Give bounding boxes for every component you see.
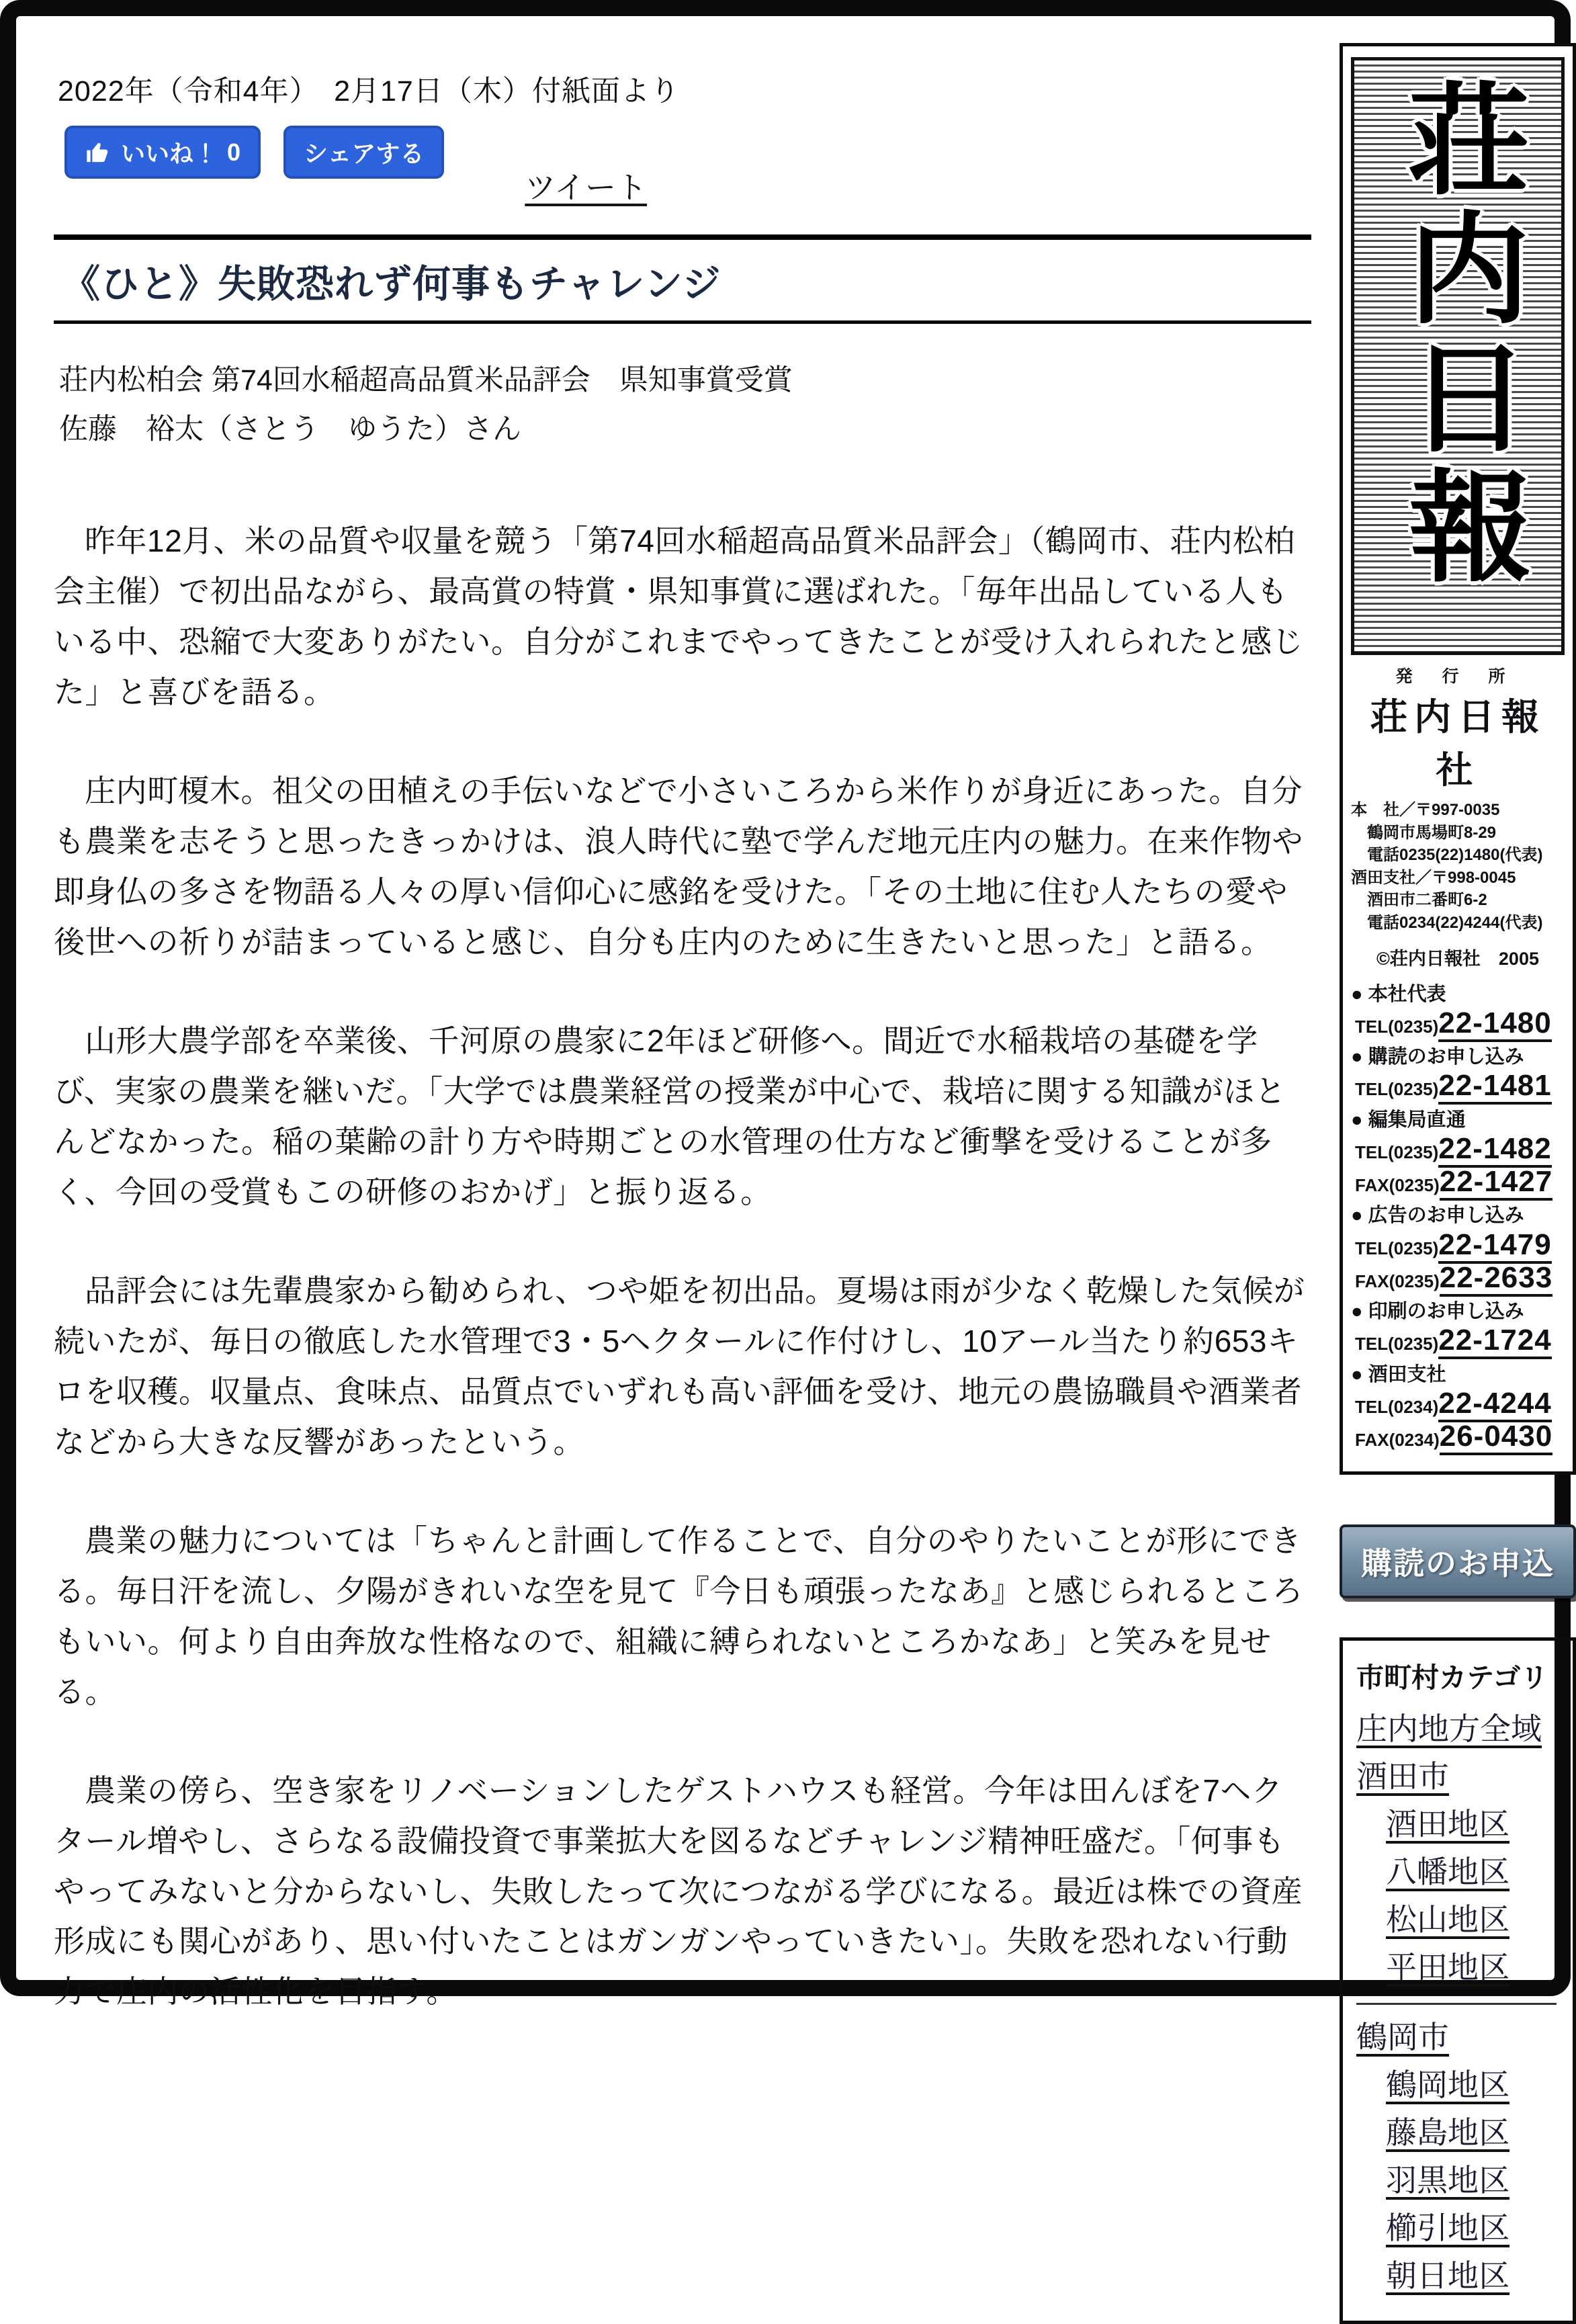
publisher-address-line: 酒田支社／〒998-0045	[1351, 868, 1516, 887]
contact-number-value: 22-1479	[1438, 1228, 1551, 1264]
contact-number-prefix: TEL(0235)	[1355, 1334, 1439, 1354]
newspaper-logo	[1351, 57, 1565, 655]
publisher-address-line: 電話0235(22)1480(代表)	[1351, 846, 1543, 865]
contact-item	[1351, 1045, 1565, 1103]
subtitle-line2: 佐藤 裕太（さとう ゆうた）さん	[59, 413, 521, 446]
article-paragraph: 農業の傍ら、空き家をリノベーションしたゲストハウスも経営。今年は田んぼを7ヘクタール増やし、さらなる設備投資で事業拡大を図るなどチャレンジ精神旺盛だ。「何事もやってみないと分からないし、失敗したって次につながる学びになる。最近は株での資産形成にも関心があり、思い付いたことはガンガンやっていきたい」。失敗を恐れない行動力で庄内の活性化を目指す。	[54, 1772, 1303, 2010]
category-link[interactable]: 羽黒地区	[1386, 2163, 1509, 2198]
category-header: 市町村カテゴリ	[1356, 1662, 1548, 1694]
contact-number	[1355, 1006, 1565, 1039]
contact-number	[1355, 1324, 1565, 1357]
contact-number-value: 26-0430	[1440, 1420, 1552, 1455]
sidebar	[1340, 43, 1576, 2324]
publisher-address-line: 鶴岡市馬場町8-29	[1351, 823, 1497, 842]
social-row	[64, 126, 1311, 208]
contact-number	[1355, 1387, 1565, 1420]
publisher-address	[1351, 799, 1565, 935]
article-body	[54, 516, 1311, 2017]
like-button[interactable]	[64, 126, 261, 179]
publisher-name: 荘内日報社	[1370, 697, 1545, 791]
contact-number	[1355, 1132, 1565, 1165]
article-paragraph: 昨年12月、米の品質や収量を競う「第74回水稲超高品質米品評会」（鶴岡市、荘内松柏会主催）で初出品ながら、最高賞の特賞・県知事賞に選ばれた。「毎年出品している人もいる中、恐縮で大変ありがたい。自分がこれまでやってきたことが受け入れられたと感じた」と喜びを語る。	[54, 523, 1303, 710]
contact-label: ● 酒田支社	[1351, 1363, 1446, 1385]
category-link[interactable]: 酒田地区	[1386, 1807, 1509, 1842]
share-label: シェアする	[304, 140, 425, 167]
headline-rule-top	[54, 234, 1311, 240]
publisher-address-line: 酒田市二番町6-2	[1351, 891, 1487, 910]
article-paragraph: 庄内町榎木。祖父の田植えの手伝いなどで小さいころから米作りが身近にあった。自分も農業を志そうと思ったきっかけは、浪人時代に塾で学んだ地元庄内の魅力。在来作物や即身仏の多さを物語る人々の厚い信仰心に感銘を受けた。「その土地に住む人たちの愛や後世への祈りが詰まっていると感じ、自分も庄内のために生きたいと思った」と語る。	[54, 773, 1303, 959]
category-list	[1356, 1706, 1559, 2299]
subscribe-button[interactable]: 購読のお申込	[1340, 1524, 1576, 1598]
contact-label: ● 購読のお申し込み	[1351, 1046, 1524, 1068]
category-link[interactable]: 平田地区	[1386, 1950, 1509, 1985]
contact-number	[1355, 1261, 1565, 1294]
contact-number-prefix: TEL(0234)	[1355, 1396, 1439, 1417]
contact-number-value: 22-1427	[1440, 1165, 1552, 1201]
like-count: 0	[227, 138, 241, 166]
category-divider	[1356, 2003, 1557, 2005]
publisher-label: 発行所	[1395, 667, 1535, 686]
category-box	[1340, 1637, 1576, 2324]
contact-number	[1355, 1420, 1565, 1453]
category-link[interactable]: 酒田市	[1356, 1759, 1449, 1795]
contact-number	[1355, 1228, 1565, 1261]
category-link[interactable]: 藤島地区	[1386, 2115, 1509, 2151]
page-layout	[16, 16, 1555, 2324]
article-column	[54, 43, 1311, 2324]
contact-label: ● 本社代表	[1351, 983, 1446, 1005]
article-paragraph: 農業の魅力については「ちゃんと計画して作ることで、自分のやりたいことが形にできる。毎日汗を流し、夕陽がきれいな空を見て『今日も頑張ったなあ』と感じられるところもいい。何より自由奔放な性格なので、組織に縛られないところかなあ」と笑みを見せる。	[54, 1522, 1303, 1709]
publisher-copyright: ©荘内日報社 2005	[1376, 948, 1539, 969]
date-note: 2022年（令和4年） 2月17日（木）付紙面より	[58, 75, 680, 107]
category-link[interactable]: 鶴岡市	[1356, 2020, 1449, 2055]
contact-list	[1351, 982, 1565, 1453]
article-paragraph: 山形大農学部を卒業後、千河原の農家に2年ほど研修へ。間近で水稲栽培の基礎を学び、実家の農業を継いだ。「大学では農業経営の授業が中心で、栽培に関する知識がほとんどなかった。稲の葉齢の計り方や時期ごとの水管理の仕方など衝撃を受けることが多く、今回の受賞もこの研修のおかげ」と振り返る。	[54, 1023, 1286, 1209]
contact-number	[1355, 1165, 1565, 1198]
contact-item	[1351, 1299, 1565, 1357]
contact-label: ● 編集局直通	[1351, 1109, 1466, 1131]
contact-number-prefix: FAX(0235)	[1355, 1175, 1440, 1196]
contact-number-value: 22-1724	[1438, 1324, 1551, 1359]
category-link[interactable]: 櫛引地区	[1386, 2210, 1509, 2246]
headline-rule-bottom	[54, 320, 1311, 324]
article-subtitle	[59, 356, 1311, 454]
category-link[interactable]: 庄内地方全域	[1356, 1711, 1542, 1747]
share-button[interactable]	[283, 126, 444, 179]
contact-number-value: 22-1480	[1438, 1006, 1551, 1042]
contact-item	[1351, 1108, 1565, 1199]
contact-number-value: 22-2633	[1440, 1261, 1552, 1297]
contact-label: ● 印刷のお申し込み	[1351, 1301, 1524, 1323]
headline: 《ひと》失敗恐れず何事もチャレンジ	[62, 263, 721, 306]
contact-number-prefix: TEL(0235)	[1355, 1238, 1439, 1258]
contact-number-prefix: FAX(0235)	[1355, 1271, 1440, 1291]
publisher-address-line: 本 社／〒997-0035	[1351, 801, 1500, 819]
thumbs-up-icon	[85, 139, 112, 166]
subtitle-line1: 荘内松柏会 第74回水稲超高品質米品評会 県知事賞受賞	[59, 364, 793, 396]
category-link[interactable]: 八幡地区	[1386, 1854, 1509, 1890]
category-link[interactable]: 鶴岡地区	[1386, 2067, 1509, 2103]
contact-item	[1351, 1203, 1565, 1294]
category-link[interactable]: 松山地区	[1386, 1902, 1509, 1938]
contact-number-prefix: TEL(0235)	[1355, 1079, 1439, 1100]
contact-number	[1355, 1069, 1565, 1102]
newspaper-logo-text: 荘内日報	[1391, 77, 1525, 593]
contact-item	[1351, 982, 1565, 1040]
publisher-address-line: 電話0234(22)4244(代表)	[1351, 913, 1543, 932]
category-link[interactable]: 朝日地区	[1386, 2258, 1509, 2294]
contact-number-value: 22-1482	[1438, 1132, 1551, 1168]
contact-number-prefix: TEL(0235)	[1355, 1016, 1439, 1037]
contact-number-value: 22-1481	[1438, 1069, 1551, 1105]
contact-item	[1351, 1363, 1565, 1453]
contact-number-prefix: TEL(0235)	[1355, 1142, 1439, 1162]
tweet-link[interactable]: ツイート	[525, 170, 648, 205]
contact-number-value: 22-4244	[1438, 1387, 1551, 1422]
article-paragraph: 品評会には先輩農家から勧められ、つや姫を初出品。夏場は雨が少なく乾燥した気候が続いたが、毎日の徹底した水管理で3・5ヘクタールに作付けし、10アール当たり約653キロを収穫。収量点、食味点、品質点でいずれも高い評価を受け、地元の農協職員や酒業者などから大きな反響があったという。	[54, 1273, 1305, 1459]
publisher-box	[1340, 43, 1576, 1475]
contact-label: ● 広告のお申し込み	[1351, 1205, 1524, 1227]
contact-number-prefix: FAX(0234)	[1355, 1430, 1440, 1451]
like-label: いいね！	[121, 140, 218, 167]
